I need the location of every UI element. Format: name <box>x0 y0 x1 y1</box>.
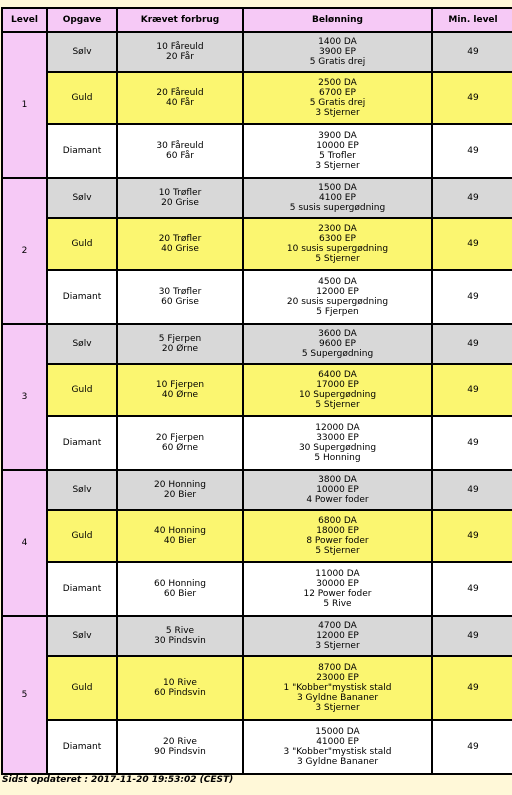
required-line: 60 Honning <box>154 579 206 589</box>
reward-line: 3 Gyldne Bananer <box>296 757 379 767</box>
min-level-cell: 49 <box>433 511 512 561</box>
task-tier-cell: Guld <box>48 657 116 719</box>
reward-line: 11000 DA <box>315 569 360 579</box>
reward-line: 3 Stjerner <box>315 703 360 713</box>
table-row <box>3 325 512 363</box>
required-line: 20 Fåreuld <box>156 88 204 98</box>
header-task: Opgave <box>48 9 116 31</box>
reward-line: 3 "Kobber"mystisk stald <box>283 747 392 757</box>
reward-line: 3 Stjerner <box>315 641 360 651</box>
reward-line: 5 Stjerner <box>315 546 360 556</box>
min-level-cell: 49 <box>433 219 512 269</box>
table-row <box>3 33 512 71</box>
required-cell <box>118 33 242 71</box>
reward-line: 3900 EP <box>319 47 356 57</box>
required-cell <box>118 657 242 719</box>
reward-line: 12000 DA <box>315 423 360 433</box>
required-line: 20 Rive <box>163 737 197 747</box>
table-row <box>3 617 512 655</box>
required-line: 20 Honning <box>154 480 206 490</box>
reward-cell <box>244 365 431 415</box>
reward-line: 10 Supergødning <box>298 390 377 400</box>
table-row <box>3 657 512 719</box>
required-line: 30 Trøfler <box>158 287 202 297</box>
required-line: 60 Får <box>166 151 194 161</box>
required-line: 90 Pindsvin <box>154 747 206 757</box>
required-line: 10 Rive <box>163 678 197 688</box>
table-row <box>3 471 512 509</box>
reward-line: 5 Rive <box>323 599 352 609</box>
reward-line: 5 susis supergødning <box>289 203 386 213</box>
reward-line: 8700 DA <box>318 663 357 673</box>
min-level-cell: 49 <box>433 563 512 615</box>
required-line: 5 Fjerpen <box>158 334 202 344</box>
required-line: 30 Fåreuld <box>156 141 204 151</box>
reward-line: 4 Power foder <box>306 495 369 505</box>
required-cell <box>118 417 242 469</box>
reward-line: 17000 EP <box>316 380 359 390</box>
header-min-level: Min. level <box>433 9 512 31</box>
min-level-cell: 49 <box>433 471 512 509</box>
required-line: 20 Trøfler <box>158 234 202 244</box>
task-tier-cell: Sølv <box>48 471 116 509</box>
reward-line: 12000 EP <box>316 287 359 297</box>
reward-line: 1500 DA <box>318 183 357 193</box>
reward-line: 5 Trofler <box>319 151 356 161</box>
required-line: 20 Bier <box>163 490 197 500</box>
required-line: 40 Honning <box>154 526 206 536</box>
min-level-cell: 49 <box>433 33 512 71</box>
reward-line: 4500 DA <box>318 277 357 287</box>
table-row <box>3 417 512 469</box>
table-row <box>3 563 512 615</box>
reward-line: 5 Gratis drej <box>309 98 366 108</box>
last-updated: Sidst opdateret : 2017-11-20 19:53:02 (CEST) <box>2 775 234 785</box>
required-line: 60 Bier <box>163 589 197 599</box>
header-required: Krævet forbrug <box>118 9 242 31</box>
required-line: 10 Trøfler <box>158 188 202 198</box>
reward-line: 3 Stjerner <box>315 161 360 171</box>
table-body <box>3 33 512 773</box>
header-level: Level <box>3 9 46 31</box>
level-cell: 2 <box>3 179 46 323</box>
required-line: 20 Ørne <box>161 344 199 354</box>
task-tier-cell: Diamant <box>48 417 116 469</box>
required-cell <box>118 563 242 615</box>
reward-line: 18000 EP <box>316 526 359 536</box>
required-cell <box>118 325 242 363</box>
reward-cell <box>244 33 431 71</box>
task-tier-cell: Diamant <box>48 125 116 177</box>
task-tier-cell: Guld <box>48 73 116 123</box>
reward-line: 8 Power foder <box>306 536 369 546</box>
reward-line: 33000 EP <box>316 433 359 443</box>
reward-line: 20 susis supergødning <box>286 297 389 307</box>
min-level-cell: 49 <box>433 417 512 469</box>
required-line: 10 Fjerpen <box>155 380 205 390</box>
reward-line: 2500 DA <box>318 78 357 88</box>
required-line: 60 Grise <box>161 297 199 307</box>
min-level-cell: 49 <box>433 179 512 217</box>
reward-line: 15000 DA <box>315 727 360 737</box>
required-line: 20 Grise <box>161 198 199 208</box>
level-cell: 5 <box>3 617 46 773</box>
min-level-cell: 49 <box>433 325 512 363</box>
reward-cell <box>244 219 431 269</box>
required-cell <box>118 73 242 123</box>
reward-line: 30 Supergødning <box>298 443 377 453</box>
min-level-cell: 49 <box>433 617 512 655</box>
required-line: 60 Pindsvin <box>154 688 206 698</box>
required-cell <box>118 125 242 177</box>
reward-cell <box>244 657 431 719</box>
min-level-cell: 49 <box>433 365 512 415</box>
required-cell <box>118 617 242 655</box>
reward-line: 10 susis supergødning <box>286 244 389 254</box>
task-tier-cell: Guld <box>48 219 116 269</box>
required-line: 10 Fåreuld <box>156 42 204 52</box>
reward-cell <box>244 617 431 655</box>
required-cell <box>118 365 242 415</box>
reward-line: 30000 EP <box>316 579 359 589</box>
min-level-cell: 49 <box>433 271 512 323</box>
task-tier-cell: Sølv <box>48 33 116 71</box>
task-tier-cell: Sølv <box>48 325 116 363</box>
task-tier-cell: Diamant <box>48 721 116 773</box>
reward-line: 12000 EP <box>316 631 359 641</box>
table-row <box>3 365 512 415</box>
reward-line: 5 Fjerpen <box>316 307 359 317</box>
reward-line: 6300 EP <box>319 234 356 244</box>
reward-line: 4700 DA <box>318 621 357 631</box>
min-level-cell: 49 <box>433 125 512 177</box>
level-cell: 4 <box>3 471 46 615</box>
reward-line: 6700 EP <box>319 88 356 98</box>
required-line: 30 Pindsvin <box>154 636 206 646</box>
reward-line: 3800 DA <box>318 475 357 485</box>
reward-line: 3900 DA <box>318 131 357 141</box>
required-line: 40 Grise <box>161 244 199 254</box>
task-tier-cell: Guld <box>48 365 116 415</box>
reward-line: 12 Power foder <box>303 589 372 599</box>
table-row <box>3 271 512 323</box>
reward-line: 5 Supergødning <box>301 349 374 359</box>
required-cell <box>118 471 242 509</box>
level-cell: 1 <box>3 33 46 177</box>
required-cell <box>118 721 242 773</box>
table-row <box>3 721 512 773</box>
reward-cell <box>244 125 431 177</box>
reward-cell <box>244 471 431 509</box>
task-tier-cell: Diamant <box>48 563 116 615</box>
required-cell <box>118 219 242 269</box>
required-line: 40 Får <box>166 98 194 108</box>
task-tier-cell: Diamant <box>48 271 116 323</box>
task-tier-cell: Guld <box>48 511 116 561</box>
required-line: 5 Rive <box>165 626 195 636</box>
reward-cell <box>244 73 431 123</box>
task-tier-cell: Sølv <box>48 617 116 655</box>
reward-line: 1400 DA <box>318 37 357 47</box>
reward-line: 10000 EP <box>316 485 359 495</box>
reward-line: 3 Stjerner <box>315 108 360 118</box>
reward-line: 6400 DA <box>318 370 357 380</box>
reward-line: 4100 EP <box>319 193 356 203</box>
task-tier-cell: Sølv <box>48 179 116 217</box>
table-row <box>3 219 512 269</box>
reward-line: 5 Honning <box>314 453 361 463</box>
table-row <box>3 73 512 123</box>
reward-line: 41000 EP <box>316 737 359 747</box>
reward-line: 10000 EP <box>316 141 359 151</box>
table-row <box>3 511 512 561</box>
required-line: 60 Ørne <box>161 443 199 453</box>
reward-cell <box>244 563 431 615</box>
reward-cell <box>244 721 431 773</box>
reward-line: 1 "Kobber"mystisk stald <box>283 683 392 693</box>
min-level-cell: 49 <box>433 657 512 719</box>
reward-line: 5 Gratis drej <box>309 57 366 67</box>
level-cell: 3 <box>3 325 46 469</box>
min-level-cell: 49 <box>433 73 512 123</box>
quest-table <box>1 7 512 775</box>
required-line: 20 Fjerpen <box>155 433 205 443</box>
reward-cell <box>244 417 431 469</box>
reward-cell <box>244 325 431 363</box>
reward-line: 5 Stjerner <box>315 400 360 410</box>
reward-cell <box>244 179 431 217</box>
required-cell <box>118 511 242 561</box>
required-line: 40 Bier <box>163 536 197 546</box>
required-line: 40 Ørne <box>161 390 199 400</box>
min-level-cell: 49 <box>433 721 512 773</box>
required-cell <box>118 271 242 323</box>
reward-line: 6800 DA <box>318 516 357 526</box>
reward-cell <box>244 271 431 323</box>
reward-cell <box>244 511 431 561</box>
reward-line: 2300 DA <box>318 224 357 234</box>
required-line: 20 Får <box>166 52 194 62</box>
header-reward: Belønning <box>244 9 431 31</box>
reward-line: 9600 EP <box>319 339 356 349</box>
reward-line: 23000 EP <box>316 673 359 683</box>
table-row <box>3 179 512 217</box>
reward-line: 3 Gyldne Bananer <box>296 693 379 703</box>
required-cell <box>118 179 242 217</box>
reward-line: 5 Stjerner <box>315 254 360 264</box>
table-row <box>3 125 512 177</box>
reward-line: 3600 DA <box>318 329 357 339</box>
